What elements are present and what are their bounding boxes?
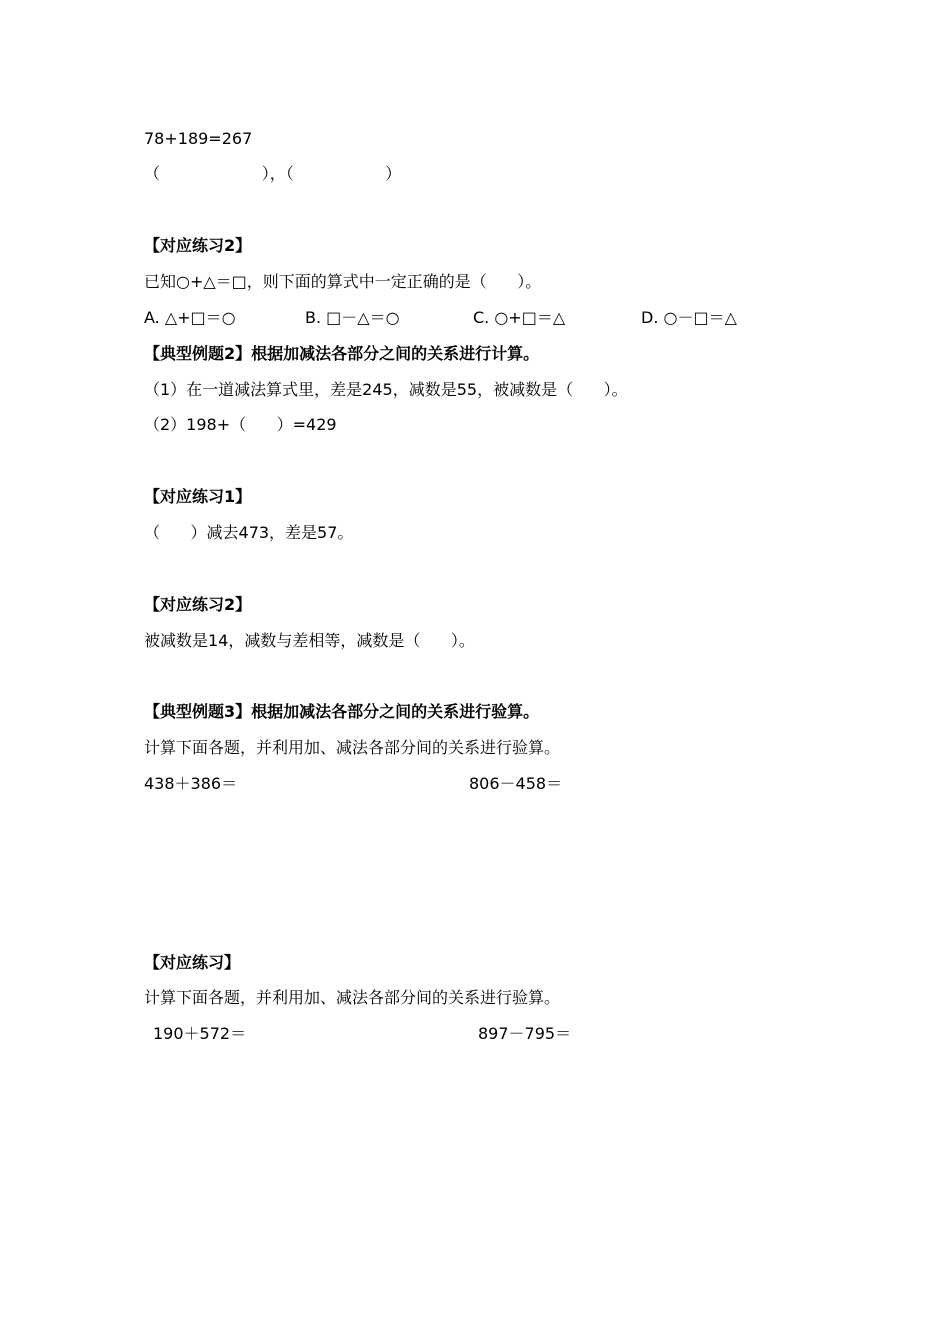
choice-a: A. △+□＝○ (144, 308, 236, 327)
question-minus-473: （ ）减去473，差是57。 (144, 523, 354, 542)
exercise-806-458: 806－458＝ (469, 774, 563, 793)
section-heading-practice-2b: 【对应练习2】 (144, 595, 252, 614)
section-heading-practice-2: 【对应练习2】 (144, 236, 252, 255)
exercise-190-572: 190＋572＝ (153, 1024, 247, 1043)
section-heading-example-3: 【典型例题3】根据加减法各部分之间的关系进行验算。 (144, 702, 540, 721)
section-heading-practice-1: 【对应练习1】 (144, 487, 252, 506)
question-minuend-14: 被减数是14，减数与差相等，减数是（ ）。 (144, 631, 475, 650)
choice-d: D. ○－□＝△ (641, 308, 737, 327)
equation-78-189: 78+189=267 (144, 129, 253, 148)
question-1-subtraction: （1）在一道减法算式里，差是245，减数是55，被减数是（ ）。 (144, 380, 628, 399)
question-shapes: 已知○+△＝□，则下面的算式中一定正确的是（ ）。 (144, 272, 542, 291)
choice-b: B. □－△＝○ (305, 308, 400, 327)
section-heading-practice: 【对应练习】 (144, 953, 241, 972)
instruction-verify-2: 计算下面各题，并利用加、减法各部分间的关系进行验算。 (144, 988, 561, 1007)
exercise-438-386: 438＋386＝ (144, 774, 238, 793)
section-heading-example-2: 【典型例题2】根据加减法各部分之间的关系进行计算。 (144, 344, 540, 363)
instruction-verify: 计算下面各题，并利用加、减法各部分间的关系进行验算。 (144, 738, 561, 757)
choice-c: C. ○+□＝△ (473, 308, 566, 327)
exercise-897-795: 897－795＝ (478, 1024, 572, 1043)
blank-answers-line: （ ），（ ） (144, 164, 402, 183)
question-2-addition: （2）198+（ ）=429 (144, 415, 337, 434)
